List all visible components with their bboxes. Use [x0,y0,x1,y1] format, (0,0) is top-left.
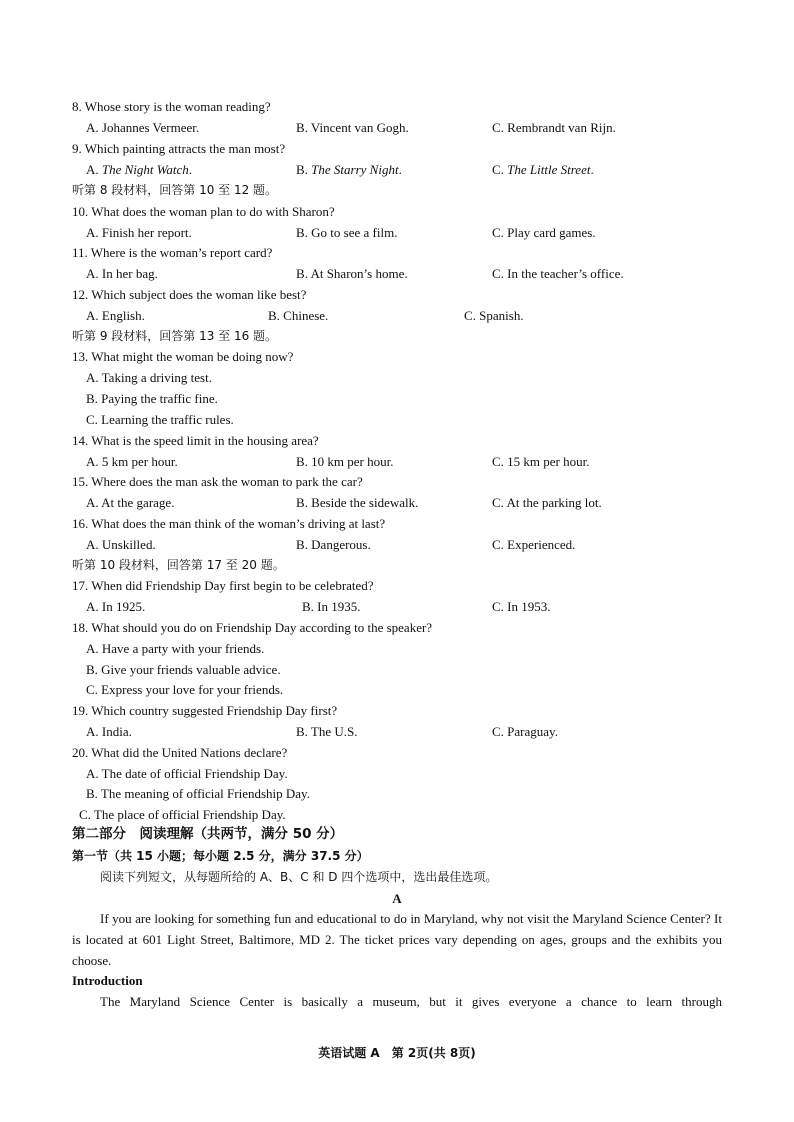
q9-option-b: B. The Starry Night. [296,162,402,177]
q8-option-a: A. Johannes Vermeer. [86,120,200,135]
q20-option-b: B. The meaning of official Friendship Day. [86,786,310,801]
q18-option-a: A. Have a party with your friends. [86,641,265,656]
question-18: 18. What should you do on Friendship Day according to the speaker? [72,620,433,635]
segment-10-instruction: 听第 10 段材料，回答第 17 至 20 题。 [72,558,285,572]
q8-option-b: B. Vincent van Gogh. [296,120,409,135]
q9-option-c: C. The Little Street. [492,162,594,177]
q15-option-c: C. At the parking lot. [492,495,602,510]
question-8: 8. Whose story is the woman reading? [72,99,271,114]
q14-option-a: A. 5 km per hour. [86,454,178,469]
q13-option-c: C. Learning the traffic rules. [86,412,234,427]
q16-option-a: A. Unskilled. [86,537,156,552]
passage-paragraph-2: The Maryland Science Center is basically a museum, but it gives everyone a chance to learn through [100,994,722,1009]
q16-option-b: B. Dangerous. [296,537,371,552]
passage-label: A [392,891,402,906]
section-heading: Introduction [72,973,143,988]
section-1-title: 第一节（共 15 小题；每小题 2.5 分，满分 37.5 分） [72,849,369,863]
q15-option-a: A. At the garage. [86,495,175,510]
question-13: 13. What might the woman be doing now? [72,349,294,364]
question-11: 11. Where is the woman’s report card? [72,245,273,260]
q14-option-c: C. 15 km per hour. [492,454,590,469]
segment-8-instruction: 听第 8 段材料，回答第 10 至 12 题。 [72,183,278,197]
q19-option-a: A. India. [86,724,132,739]
q17-option-c: C. In 1953. [492,599,551,614]
q10-option-c: C. Play card games. [492,225,596,240]
part-2-title: 第二部分 阅读理解（共两节，满分 50 分） [72,826,344,842]
q9-option-a: A. The Night Watch. [86,162,193,177]
q11-option-a: A. In her bag. [86,266,158,281]
q17-option-b: B. In 1935. [302,599,361,614]
q20-option-a: A. The date of official Friendship Day. [86,766,288,781]
question-9: 9. Which painting attracts the man most? [72,141,286,156]
q11-option-b: B. At Sharon’s home. [296,266,408,281]
question-19: 19. Which country suggested Friendship Day first? [72,703,338,718]
passage-paragraph-1: If you are looking for something fun and educational to do in Maryland, why not visit the Maryland Science Center? It is located at 601 Light Street, Baltimore, MD 2. The ticket prices vary depending on ages, groups and the exhibits you choose. [72,911,722,968]
question-20: 20. What did the United Nations declare? [72,745,288,760]
question-12: 12. Which subject does the woman like best? [72,287,307,302]
q19-option-c: C. Paraguay. [492,724,558,739]
q14-option-b: B. 10 km per hour. [296,454,394,469]
q10-option-b: B. Go to see a film. [296,225,398,240]
q17-option-a: A. In 1925. [86,599,146,614]
q18-option-b: B. Give your friends valuable advice. [86,662,281,677]
page-footer: 英语试题 A 第 2页(共 8页) [318,1046,476,1060]
question-17: 17. When did Friendship Day first begin to be celebrated? [72,578,374,593]
question-16: 16. What does the man think of the woman’s driving at last? [72,516,386,531]
q12-option-a: A. English. [86,308,145,323]
q13-option-b: B. Paying the traffic fine. [86,391,218,406]
q20-option-c: C. The place of official Friendship Day. [79,807,286,822]
reading-directions: 阅读下列短文，从每题所给的 A、B、C 和 D 四个选项中，选出最佳选项。 [100,870,498,884]
question-15: 15. Where does the man ask the woman to park the car? [72,474,363,489]
q18-option-c: C. Express your love for your friends. [86,682,284,697]
q16-option-c: C. Experienced. [492,537,576,552]
q11-option-c: C. In the teacher’s office. [492,266,624,281]
q10-option-a: A. Finish her report. [86,225,192,240]
q12-option-b: B. Chinese. [268,308,329,323]
q15-option-b: B. Beside the sidewalk. [296,495,419,510]
question-14: 14. What is the speed limit in the housing area? [72,433,319,448]
q12-option-c: C. Spanish. [464,308,524,323]
q19-option-b: B. The U.S. [296,724,358,739]
segment-9-instruction: 听第 9 段材料，回答第 13 至 16 题。 [72,329,278,343]
question-10: 10. What does the woman plan to do with Sharon? [72,204,335,219]
q13-option-a: A. Taking a driving test. [86,370,212,385]
q8-option-c: C. Rembrandt van Rijn. [492,120,616,135]
